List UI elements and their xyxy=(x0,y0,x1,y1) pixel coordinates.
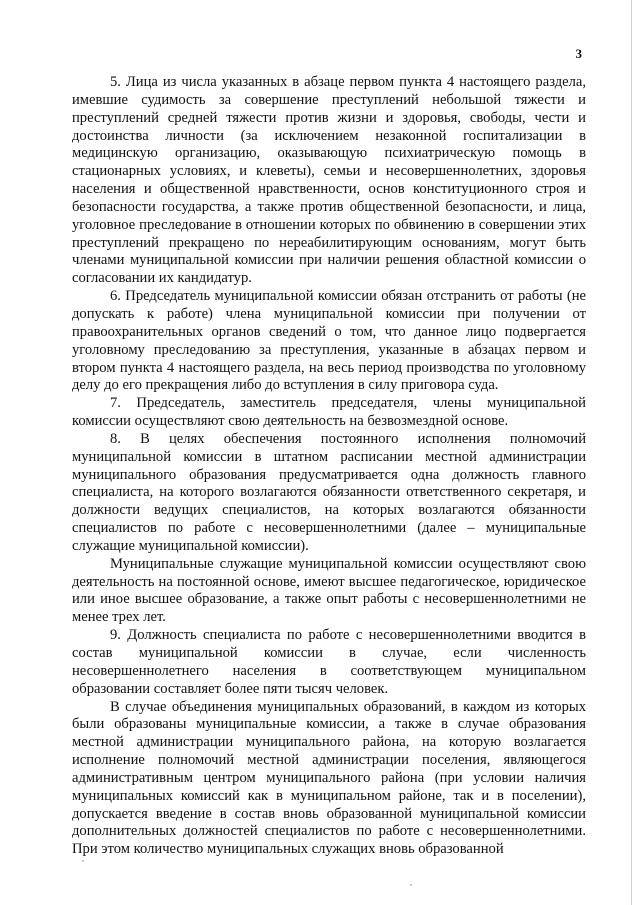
paragraph-merger-case: В случае объединения муниципальных образований, в каждом из которых были образованы муниципальные комиссии, а также в случае образования местной администрации муниципального района, на которую возлагается исполнение полномочий местной администрации поселения, являющегося административным центром муниципального района (при условии наличия муниципальных комиссий как в муниципальном районе, так и в поселении), допускается введение в состав вновь образованной муниципальной комиссии дополнительных должностей специалистов по работе с несовершеннолетними. При этом количество муниципальных служащих вновь образованной xyxy=(72,698,586,858)
document-body xyxy=(72,74,586,859)
page-number: 3 xyxy=(575,46,582,61)
scan-edge-line xyxy=(631,0,632,905)
paragraph-item-6: 6. Председатель муниципальной комиссии обязан отстранить от работы (не допускать к работе) члена муниципальной комиссии при получении от правоохранительных органов сведений о том, что данное лицо подвергается уголовному преследованию за преступления, указанные в абзацах первом и втором пункта 4 настоящего раздела, на весь период производства по уголовному делу до его прекращения либо до вступления в силу приговора суда. xyxy=(72,288,586,394)
paragraph-municipal-servants: Муниципальные служащие муниципальной комиссии осуществляют свою деятельность на постоянной основе, имеют высшее педагогическое, юридическое или иное высшее образование, а также опыт работы с несовершеннолетними не менее трех лет. xyxy=(72,555,586,626)
paragraph-item-8: 8. В целях обеспечения постоянного исполнения полномочий муниципальной комиссии в штатном расписании местной администрации муниципального образования предусматривается одна должность главного специалиста, на которого возлагаются обязанности ответственного секретаря, и должности ведущих специалистов, на которых возлагаются обязанности специалистов по работе с несовершеннолетними (далее – муниципальные служащие муниципальной комиссии). xyxy=(72,430,586,554)
scan-speck xyxy=(82,860,84,862)
paragraph-item-9: 9. Должность специалиста по работе с несовершеннолетними вводится в состав муниципальной комиссии в случае, если численность несовершеннолетнего населения в соответствующем муниципальном образовании составляет более пяти тысяч человек. xyxy=(72,627,586,697)
paragraph-item-7: 7. Председатель, заместитель председателя, члены муниципальной комиссии осуществляют свою деятельность на безвозмездной основе. xyxy=(72,395,586,430)
paragraph-item-5: 5. Лица из числа указанных в абзаце первом пункта 4 настоящего раздела, имевшие судимость за совершение преступлений небольшой тяжести и преступлений средней тяжести против жизни и здоровья, свободы, чести и достоинства личности (за исключением незаконной госпитализации в медицинскую организацию, оказывающую психиатрическую помощь в стационарных условиях, и клеветы), семьи и несовершеннолетних, здоровья населения и общественной нравственности, основ конституционного строя и безопасности государства, а также против общественной безопасности, и лица, уголовное преследование в отношении которых по обвинению в совершении этих преступлений прекращено по нереабилитирующим основаниям, могут быть членами муниципальной комиссии при наличии решения областной комиссии о согласовании их кандидатур. xyxy=(72,74,586,287)
scan-speck xyxy=(410,884,412,886)
